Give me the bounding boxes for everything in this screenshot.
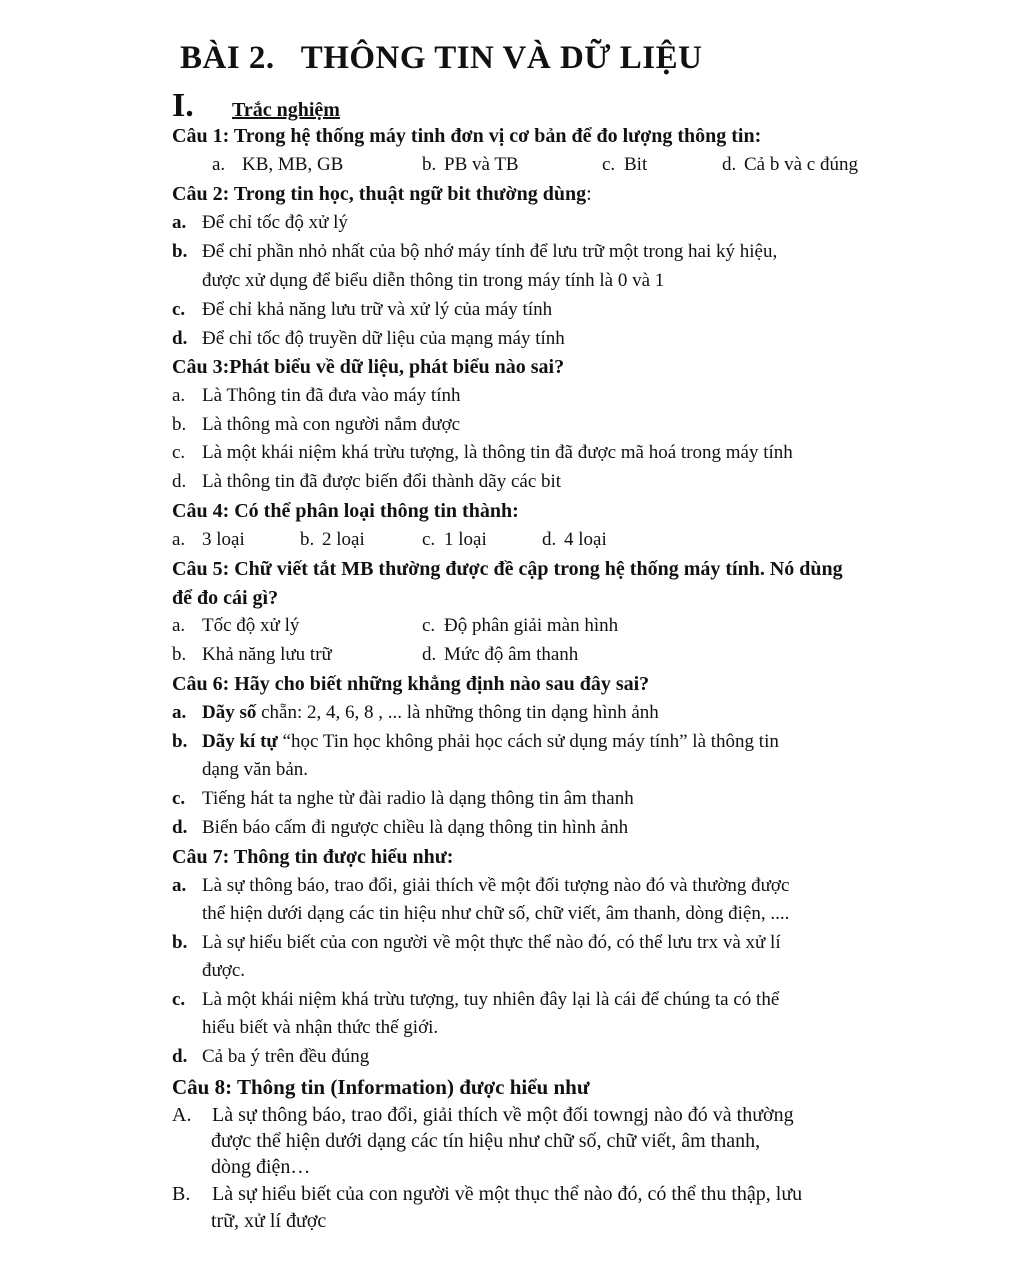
section-roman-numeral: I. xyxy=(172,87,194,124)
question-2: Câu 2: Trong tin học, thuật ngữ bit thường dùng: xyxy=(172,183,592,205)
q3-option-d: d. Là thông tin đã được biến đổi thành dãy các bit xyxy=(172,471,562,492)
q4-option-d: d. 4 loại xyxy=(542,529,607,550)
q3-option-b: b. Là thông mà con người nắm được xyxy=(172,414,461,435)
section-title: Trắc nghiệm xyxy=(232,99,340,121)
q8-option-a: A. Là sự thông báo, trao đổi, giải thích về một đối towngj nào đó và thường xyxy=(172,1104,794,1126)
question-4: Câu 4: Có thể phân loại thông tin thành: xyxy=(172,500,519,522)
q4-option-b: b. 2 loại xyxy=(300,529,365,550)
q2-option-c: c. Để chỉ khả năng lưu trữ và xử lý của máy tính xyxy=(172,299,553,320)
q2-option-b-continued: được xử dụng để biểu diễn thông tin trong máy tính là 0 và 1 xyxy=(202,270,665,291)
page-title xyxy=(180,40,702,77)
q1-option-b: b. PB và TB xyxy=(422,154,519,175)
q7-option-a: a. Là sự thông báo, trao đổi, giải thích về một đối tượng nào đó và thường được xyxy=(172,875,790,896)
q5-option-a: a. Tốc độ xử lý xyxy=(172,615,300,636)
q3-option-c: c. Là một khái niệm khá trừu tượng, là thông tin đã được mã hoá trong máy tính xyxy=(172,442,793,463)
q1-option-c: c. Bit xyxy=(602,154,648,175)
q6-option-b: b. Dãy kí tự “học Tin học không phải học cách sử dụng máy tính” là thông tin xyxy=(172,731,779,752)
lesson-title: THÔNG TIN VÀ DỮ LIỆU xyxy=(300,40,703,76)
q5-option-b: b. Khả năng lưu trữ xyxy=(172,644,332,665)
question-5-continued: để đo cái gì? xyxy=(172,587,279,609)
q5-option-c: c. Độ phân giải màn hình xyxy=(422,615,619,636)
question-1: Câu 1: Trong hệ thống máy tinh đơn vị cơ bản để đo lượng thông tin: xyxy=(172,125,762,147)
q4-option-c: c. 1 loại xyxy=(422,529,487,550)
question-6: Câu 6: Hãy cho biết những khẳng định nào sau đây sai? xyxy=(172,673,650,695)
q2-option-d: d. Để chỉ tốc độ truyền dữ liệu của mạng máy tính xyxy=(172,328,565,349)
q5-option-d: d. Mức độ âm thanh xyxy=(422,644,579,665)
q3-option-a: a. Là Thông tin đã đưa vào máy tính xyxy=(172,385,461,406)
q7-option-b: b. Là sự hiểu biết của con người về một thực thể nào đó, có thể lưu trx và xử lí xyxy=(172,932,781,953)
question-8: Câu 8: Thông tin (Information) được hiểu như xyxy=(172,1075,590,1099)
q6-option-a: a. Dãy số chẵn: 2, 4, 6, 8 , ... là những thông tin dạng hình ảnh xyxy=(172,702,659,723)
q4-option-a: a. 3 loại xyxy=(172,529,245,550)
q1-option-a: a. KB, MB, GB xyxy=(212,154,344,175)
q6-option-d: d. Biển báo cấm đi ngược chiều là dạng thông tin hình ảnh xyxy=(172,817,629,838)
q8-option-a-continued-1: được thể hiện dưới dạng các tín hiệu như chữ số, chữ viết, âm thanh, xyxy=(211,1130,761,1152)
q1-option-d: d. Cả b và c đúng xyxy=(722,154,858,175)
lesson-number: BÀI 2. xyxy=(180,40,275,76)
q6-option-b-continued: dạng văn bản. xyxy=(202,759,309,780)
q8-option-a-continued-2: dòng điện… xyxy=(211,1156,311,1178)
q2-option-a: a. Để chỉ tốc độ xử lý xyxy=(172,212,348,233)
question-3: Câu 3:Phát biểu về dữ liệu, phát biểu nào sai? xyxy=(172,356,565,378)
question-5: Câu 5: Chữ viết tắt MB thường được đề cập trong hệ thống máy tính. Nó dùng xyxy=(172,558,843,580)
q7-option-d: d. Cả ba ý trên đều đúng xyxy=(172,1046,370,1067)
q7-option-a-continued: thể hiện dưới dạng các tin hiệu như chữ số, chữ viết, âm thanh, dòng điện, .... xyxy=(202,903,790,924)
section-heading xyxy=(172,87,340,125)
q7-option-b-continued: được. xyxy=(202,960,246,981)
q7-option-c-continued: hiểu biết và nhận thức thế giới. xyxy=(202,1017,439,1038)
q2-option-b: b. Để chỉ phần nhỏ nhất của bộ nhớ máy tính để lưu trữ một trong hai ký hiệu, xyxy=(172,241,778,262)
q7-option-c: c. Là một khái niệm khá trừu tượng, tuy nhiên đây lại là cái để chúng ta có thể xyxy=(172,989,780,1010)
q8-option-b-continued: trữ, xử lí được xyxy=(211,1210,327,1232)
q6-option-c: c. Tiếng hát ta nghe từ đài radio là dạng thông tin âm thanh xyxy=(172,788,634,809)
question-7: Câu 7: Thông tin được hiểu như: xyxy=(172,846,454,868)
q8-option-b: B. Là sự hiểu biết của con người về một thục thể nào đó, có thể thu thập, lưu xyxy=(172,1183,803,1205)
